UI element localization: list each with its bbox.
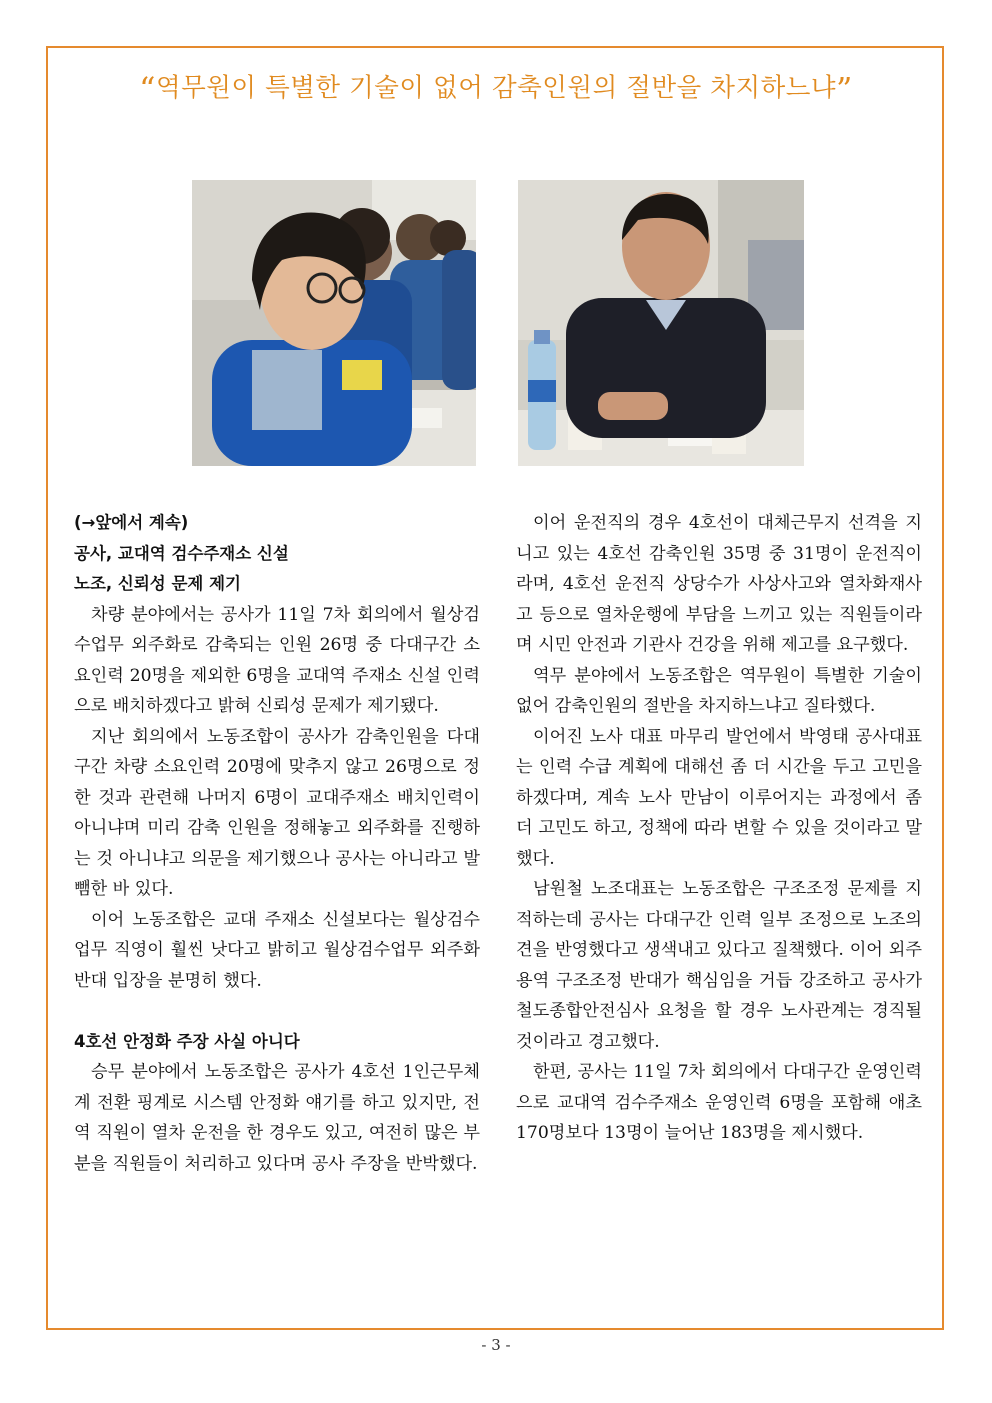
headline-close-quote: ” (835, 70, 853, 108)
section-heading: 노조, 신뢰성 문제 제기 (74, 574, 241, 593)
paragraph: 남원철 노조대표는 노동조합은 구조조정 문제를 지적하는데 공사는 다대구간 인력 일부 조정으로 노조의견을 반영했다고 생색내고 있다고 질책했다. 이어 외주용역 구조조정 반대가 핵심임을 거듭 강조하고 공사가 철도종합안전심사 요청을 할 경우 노사관계는 경직될 것이라고 경고했다. (516, 879, 922, 1052)
paragraph: 한편, 공사는 11일 7차 회의에서 다대구간 운영인력으로 교대역 검수주재소 운영인력 6명을 포함해 애초 170명보다 13명이 늘어난 183명을 제시했다. (516, 1062, 922, 1143)
paragraph: 지난 회의에서 노동조합이 공사가 감축인원을 다대구간 차량 소요인력 20명에 맞추지 않고 26명으로 정한 것과 관련해 나머지 6명이 교대주재소 배치인력이 아니냐며 미리 감축 인원을 정해놓고 외주화를 진행하는 것 아니냐고 의문을 제기했으나 공사는 아니라고 발뺌한 바 있다. (74, 726, 480, 899)
headline-open-quote: “ (139, 70, 157, 108)
right-column (516, 508, 922, 1149)
paragraph: 차량 분야에서는 공사가 11일 7차 회의에서 월상검수업무 외주화로 감축되는 인원 26명 중 다대구간 소요인력 20명을 제외한 6명을 교대역 주재소 신설 인력으로 배치하겠다고 밝혀 신뢰성 문제가 제기됐다. (74, 604, 480, 716)
section-heading: 4호선 안정화 주장 사실 아니다 (74, 1031, 300, 1051)
paragraph: 승무 분야에서 노동조합은 공사가 4호선 1인근무체계 전환 핑계로 시스템 안정화 얘기를 하고 있지만, 전 역 직원이 열차 운전을 한 경우도 있고, 여전히 많은 부분을 직원들이 처리하고 있다며 공사 주장을 반박했다. (74, 1062, 480, 1174)
paragraph: 이어진 노사 대표 마무리 발언에서 박영태 공사대표는 인력 수급 계획에 대해선 좀 더 시간을 두고 고민을 하겠다며, 계속 노사 만남이 이루어지는 과정에서 좀 더 고민도 하고, 정책에 따라 변할 수 있을 것이라고 말했다. (516, 726, 922, 869)
headline-text: 역무원이 특별한 기술이 없어 감축인원의 절반을 차지하느냐 (156, 73, 836, 103)
photo-union-member-speaking (192, 180, 476, 466)
continued-marker: (→앞에서 계속) (74, 513, 189, 532)
page-number: - 3 - (481, 1336, 511, 1354)
paragraph: 역무 분야에서 노동조합은 역무원이 특별한 기술이 없어 감축인원의 절반을 차지하느냐고 질타했다. (516, 665, 922, 716)
paragraph: 이어 운전직의 경우 4호선이 대체근무지 선격을 지니고 있는 4호선 감축인원 35명 중 31명이 운전직이라며, 4호선 운전직 상당수가 사상사고와 열차화재사고 등으로 열차운행에 부담을 느끼고 있는 직원들이라며 시민 안전과 기관사 건강을 위해 제고를 요구했다. (516, 513, 922, 655)
headline (0, 66, 992, 108)
left-column (74, 508, 480, 1179)
paragraph: 이어 노동조합은 교대 주재소 신설보다는 월상검수업무 직영이 훨씬 낫다고 밝히고 월상검수업무 외주화 반대 입장을 분명히 했다. (74, 909, 480, 991)
spacer (74, 996, 480, 1027)
section-heading: 공사, 교대역 검수주재소 신설 (74, 543, 289, 563)
photo-company-representative-speaking (518, 180, 804, 466)
